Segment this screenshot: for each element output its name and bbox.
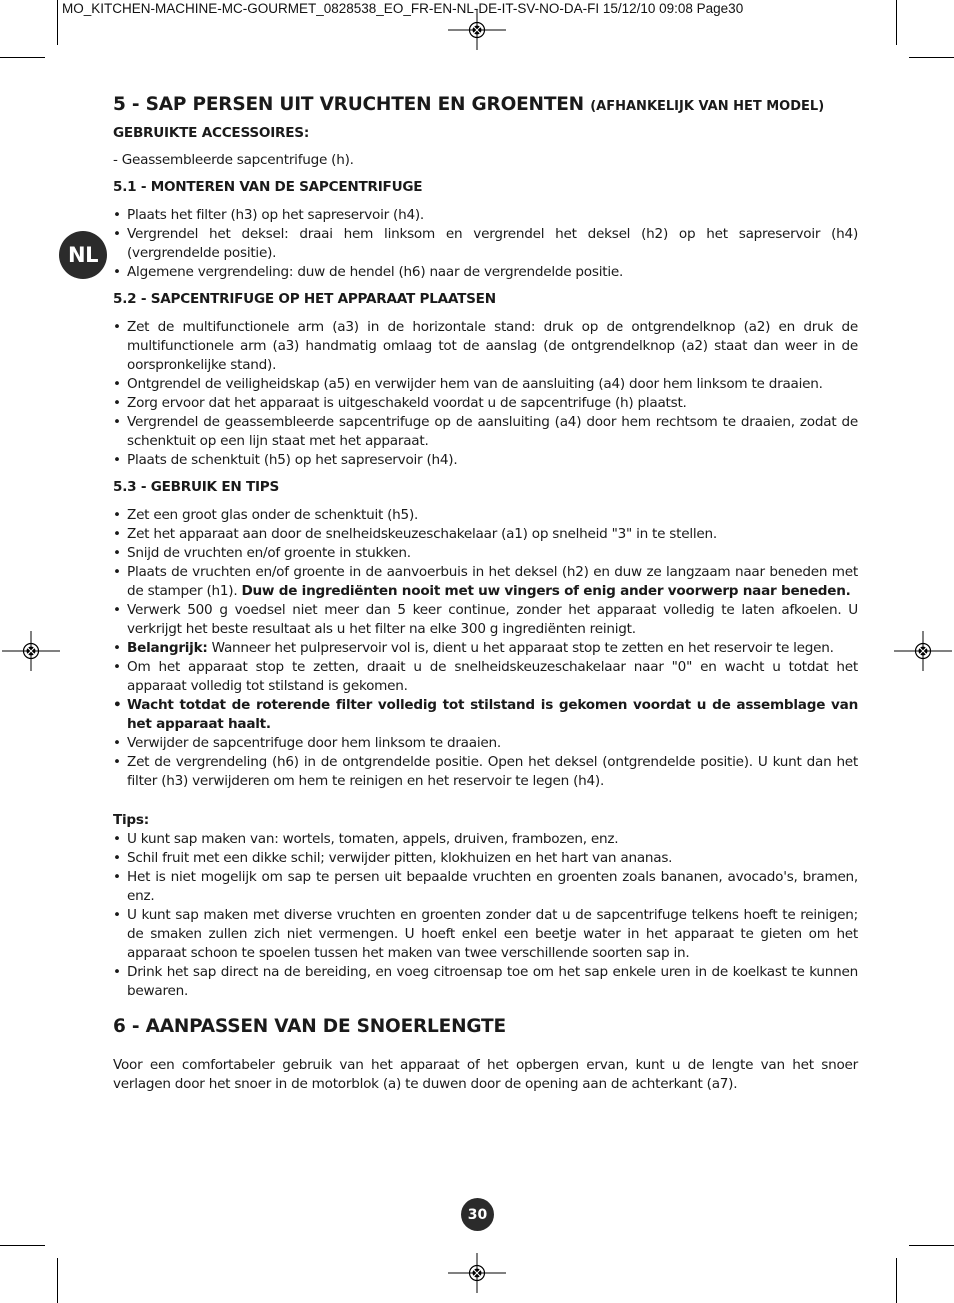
accessories-heading: GEBRUIKTE ACCESSOIRES:: [113, 125, 310, 141]
list-item: • U kunt sap maken van: wortels, tomaten, appels, druiven, frambozen, enz.: [113, 830, 858, 849]
crop-mark-top-right-v: [896, 0, 897, 45]
section-6-body: Voor een comfortabeler gebruik van het apparaat of het opbergen ervan, kunt u de lengte van het snoer verlagen door het snoer in de motorblok (a) te duwen door de opening aan de achterkant (a7).: [113, 1057, 858, 1092]
crop-mark-top-left-h: [0, 57, 45, 58]
list-item: • Om het apparaat stop te zetten, draait u de snelheidskeuzeschakelaar naar "0" en wacht u totdat het apparaat volledig tot stilstand is gekomen.: [113, 658, 858, 696]
crop-mark-bottom-left-v: [57, 1258, 58, 1303]
item-text: Wanneer het pulpreservoir vol is, dient u het apparaat stop te zetten en het reservoir te legen.: [207, 640, 834, 656]
tips-list: [113, 830, 858, 1001]
item-warning: Wacht totdat de roterende filter volledig tot stilstand is gekomen voordat u de assemblage van het apparaat haalt.: [127, 697, 858, 732]
subsection-5-3-list: [113, 506, 858, 791]
list-item: • Drink het sap direct na de bereiding, en voeg citroensap toe om het sap enkele uren in de koelkast te kunnen bewaren.: [113, 963, 858, 1001]
list-item: • Zet de multifunctionele arm (a3) in de horizontale stand: druk op de ontgrendelknop (a2) en druk de multifunctionele arm (a3) handmatig omlaag tot de aanslag (de ontgrendelknop (a2) staat dan weer in de oorspronkelijke stand).: [113, 318, 858, 375]
list-item: • Schil fruit met een dikke schil; verwijder pitten, klokhuizen en het hart van ananas.: [113, 849, 858, 868]
list-item: • Zet een groot glas onder de schenktuit (h5).: [113, 506, 858, 525]
printer-slug: MO_KITCHEN-MACHINE-MC-GOURMET_0828538_EO_FR-EN-NL-DE-IT-SV-NO-DA-FI 15/12/10 09:08 Page30: [62, 1, 744, 16]
crop-mark-top-right-h: [909, 57, 954, 58]
crop-mark-top-left-v: [57, 0, 58, 45]
crop-mark-bottom-right-v: [896, 1258, 897, 1303]
list-item: • Algemene vergrendeling: duw de hendel (h6) naar de vergrendelde positie.: [113, 263, 858, 282]
list-item: • Plaats het filter (h3) op het sapreservoir (h4).: [113, 206, 858, 225]
crop-mark-bottom-left-h: [0, 1245, 45, 1246]
item-warning: Duw de ingrediënten nooit met uw vingers of enig ander voorwerp naar beneden.: [241, 583, 851, 599]
accessories-item: - Geassembleerde sapcentrifuge (h).: [113, 152, 354, 168]
registration-mark-bottom-icon: [448, 1253, 506, 1293]
list-item: • Ontgrendel de veiligheidskap (a5) en verwijder hem van de aansluiting (a4) door hem linksom te draaien.: [113, 375, 858, 394]
registration-mark-top-icon: [448, 10, 506, 50]
list-item: • Verwerk 500 g voedsel niet meer dan 5 keer continue, zonder het apparaat volledig te laten afkoelen. U verkrijgt het beste resultaat als u het filter na elke 300 g ingrediënten reinigt.: [113, 601, 858, 639]
list-item: • Zet het apparaat aan door de snelheidskeuzeschakelaar (a1) op snelheid "3" in te stellen.: [113, 525, 858, 544]
section-5-title-text: 5 - SAP PERSEN UIT VRUCHTEN EN GROENTEN: [113, 94, 584, 115]
subsection-5-1-heading: 5.1 - MONTEREN VAN DE SAPCENTRIFUGE: [113, 179, 423, 195]
list-item: • Vergrendel het deksel: draai hem linksom en vergrendel het deksel (h2) op het sapreservoir (h4) (vergrendelde positie).: [113, 225, 858, 263]
tips-heading: Tips:: [113, 812, 149, 828]
registration-mark-left-icon: [2, 631, 60, 671]
subsection-5-2-list: [113, 318, 858, 470]
list-item: • Zet de vergrendeling (h6) in de ontgrendelde positie. Open het deksel (ontgrendelde positie). U kunt dan het filter (h3) verwijderen om hem te reinigen en het reservoir te legen (h4).: [113, 753, 858, 791]
section-5-title: [113, 93, 858, 119]
page-number: 30: [461, 1198, 494, 1231]
list-item: [113, 639, 858, 658]
list-item: • Snijd de vruchten en/of groente in stukken.: [113, 544, 858, 563]
list-item: • Vergrendel de geassembleerde sapcentrifuge op de aansluiting (a4) door hem rechtsom te draaien, zodat de schenktuit op een lijn staat met het apparaat.: [113, 413, 858, 451]
item-text: Plaats de vruchten en/of groente in de aanvoerbuis in het deksel (h2) en duw ze langzaam naar beneden met de stamper (h1).: [127, 564, 858, 599]
item-label-important: Belangrijk:: [127, 640, 208, 656]
registration-mark-right-icon: [894, 631, 952, 671]
crop-mark-bottom-right-h: [909, 1245, 954, 1246]
section-6-title: 6 - AANPASSEN VAN DE SNOERLENGTE: [113, 1016, 506, 1037]
list-item: [113, 696, 858, 734]
subsection-5-3-heading: 5.3 - GEBRUIK EN TIPS: [113, 479, 280, 495]
page-content: [113, 93, 858, 1094]
list-item: • Plaats de schenktuit (h5) op het sapreservoir (h4).: [113, 451, 858, 470]
list-item: [113, 563, 858, 601]
list-item: • Het is niet mogelijk om sap te persen uit bepaalde vruchten en groenten zoals bananen, avocado's, bramen, enz.: [113, 868, 858, 906]
section-5-title-note: (AFHANKELIJK VAN HET MODEL): [590, 99, 825, 114]
subsection-5-1-list: [113, 206, 858, 282]
subsection-5-2-heading: 5.2 - SAPCENTRIFUGE OP HET APPARAAT PLAATSEN: [113, 291, 496, 307]
language-badge: NL: [59, 231, 107, 279]
list-item: • U kunt sap maken met diverse vruchten en groenten zonder dat u de sapcentrifuge telkens hoeft te reinigen; de smaken zullen zich niet vermengen. U hoeft enkel een beetje water in het apparaat te gieten om het apparaat schoon te spoelen tussen het maken van twee verschillende soorten sap in.: [113, 906, 858, 963]
list-item: • Verwijder de sapcentrifuge door hem linksom te draaien.: [113, 734, 858, 753]
list-item: • Zorg ervoor dat het apparaat is uitgeschakeld voordat u de sapcentrifuge (h) plaatst.: [113, 394, 858, 413]
